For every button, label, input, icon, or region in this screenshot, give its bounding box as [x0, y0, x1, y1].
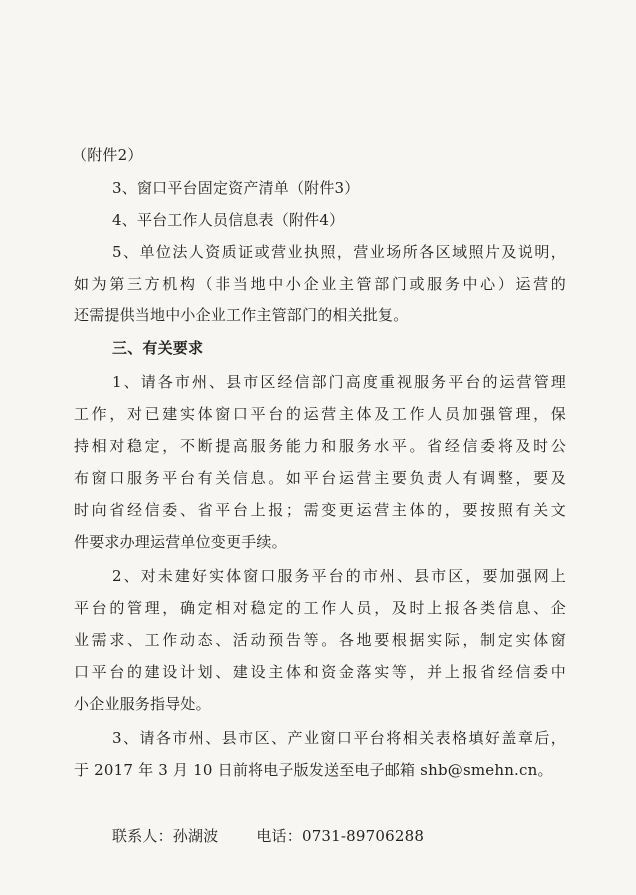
paragraph-2-line-2: 平台的管理，确定相对稳定的工作人员，及时上报各类信息、企 [74, 599, 566, 617]
attachment-5-line-3: 还需提供当地中小企业工作主管部门的相关批复。 [74, 306, 409, 324]
section-heading: 三、有关要求 [112, 339, 204, 357]
paragraph-3-line-2: 于 2017 年 3 月 10 日前将电子版发送至电子邮箱 shb@smehn.cn。 [74, 761, 553, 779]
paragraph-1-line-1: 1、请各市州、县市区经信部门高度重视服务平台的运营管理 [112, 373, 566, 391]
contact-person: 联系人：孙湖波 [112, 827, 219, 845]
paragraph-2-line-1: 2、对未建好实体窗口服务平台的市州、县市区，要加强网上 [112, 567, 566, 585]
contact-phone: 电话：0731-89706288 [256, 827, 425, 845]
attachment-5-line-1: 5、单位法人资质证或营业执照，营业场所各区域照片及说明， [112, 243, 566, 261]
paragraph-1-line-2: 工作，对已建实体窗口平台的运营主体及工作人员加强管理，保 [74, 405, 566, 423]
paragraph-1-line-6: 件要求办理运营单位变更手续。 [74, 533, 287, 551]
attachment-4-line: 4、平台工作人员信息表（附件4） [112, 211, 345, 229]
paragraph-2-line-3: 业需求、工作动态、活动预告等。各地要根据实际，制定实体窗 [74, 631, 566, 649]
paragraph-1-line-4: 布窗口服务平台有关信息。如平台运营主要负责人有调整，要及 [74, 469, 566, 487]
paragraph-2-line-4: 口平台的建设计划、建设主体和资金落实等，并上报省经信委中 [74, 663, 566, 681]
paragraph-1-line-5: 时向省经信委、省平台上报；需变更运营主体的，要按照有关文 [74, 501, 566, 519]
attachment-2-line: （附件2） [72, 146, 143, 164]
paragraph-2-line-5: 小企业服务指导处。 [74, 695, 211, 713]
paragraph-3-line-1: 3、请各市州、县市区、产业窗口平台将相关表格填好盖章后， [112, 729, 566, 747]
attachment-3-line: 3、窗口平台固定资产清单（附件3） [112, 179, 360, 197]
contact-line [112, 826, 424, 846]
attachment-5-line-2: 如为第三方机构（非当地中小企业主管部门或服务中心）运营的 [74, 275, 566, 293]
paragraph-1-line-3: 持相对稳定，不断提高服务能力和服务水平。省经信委将及时公 [74, 437, 566, 455]
